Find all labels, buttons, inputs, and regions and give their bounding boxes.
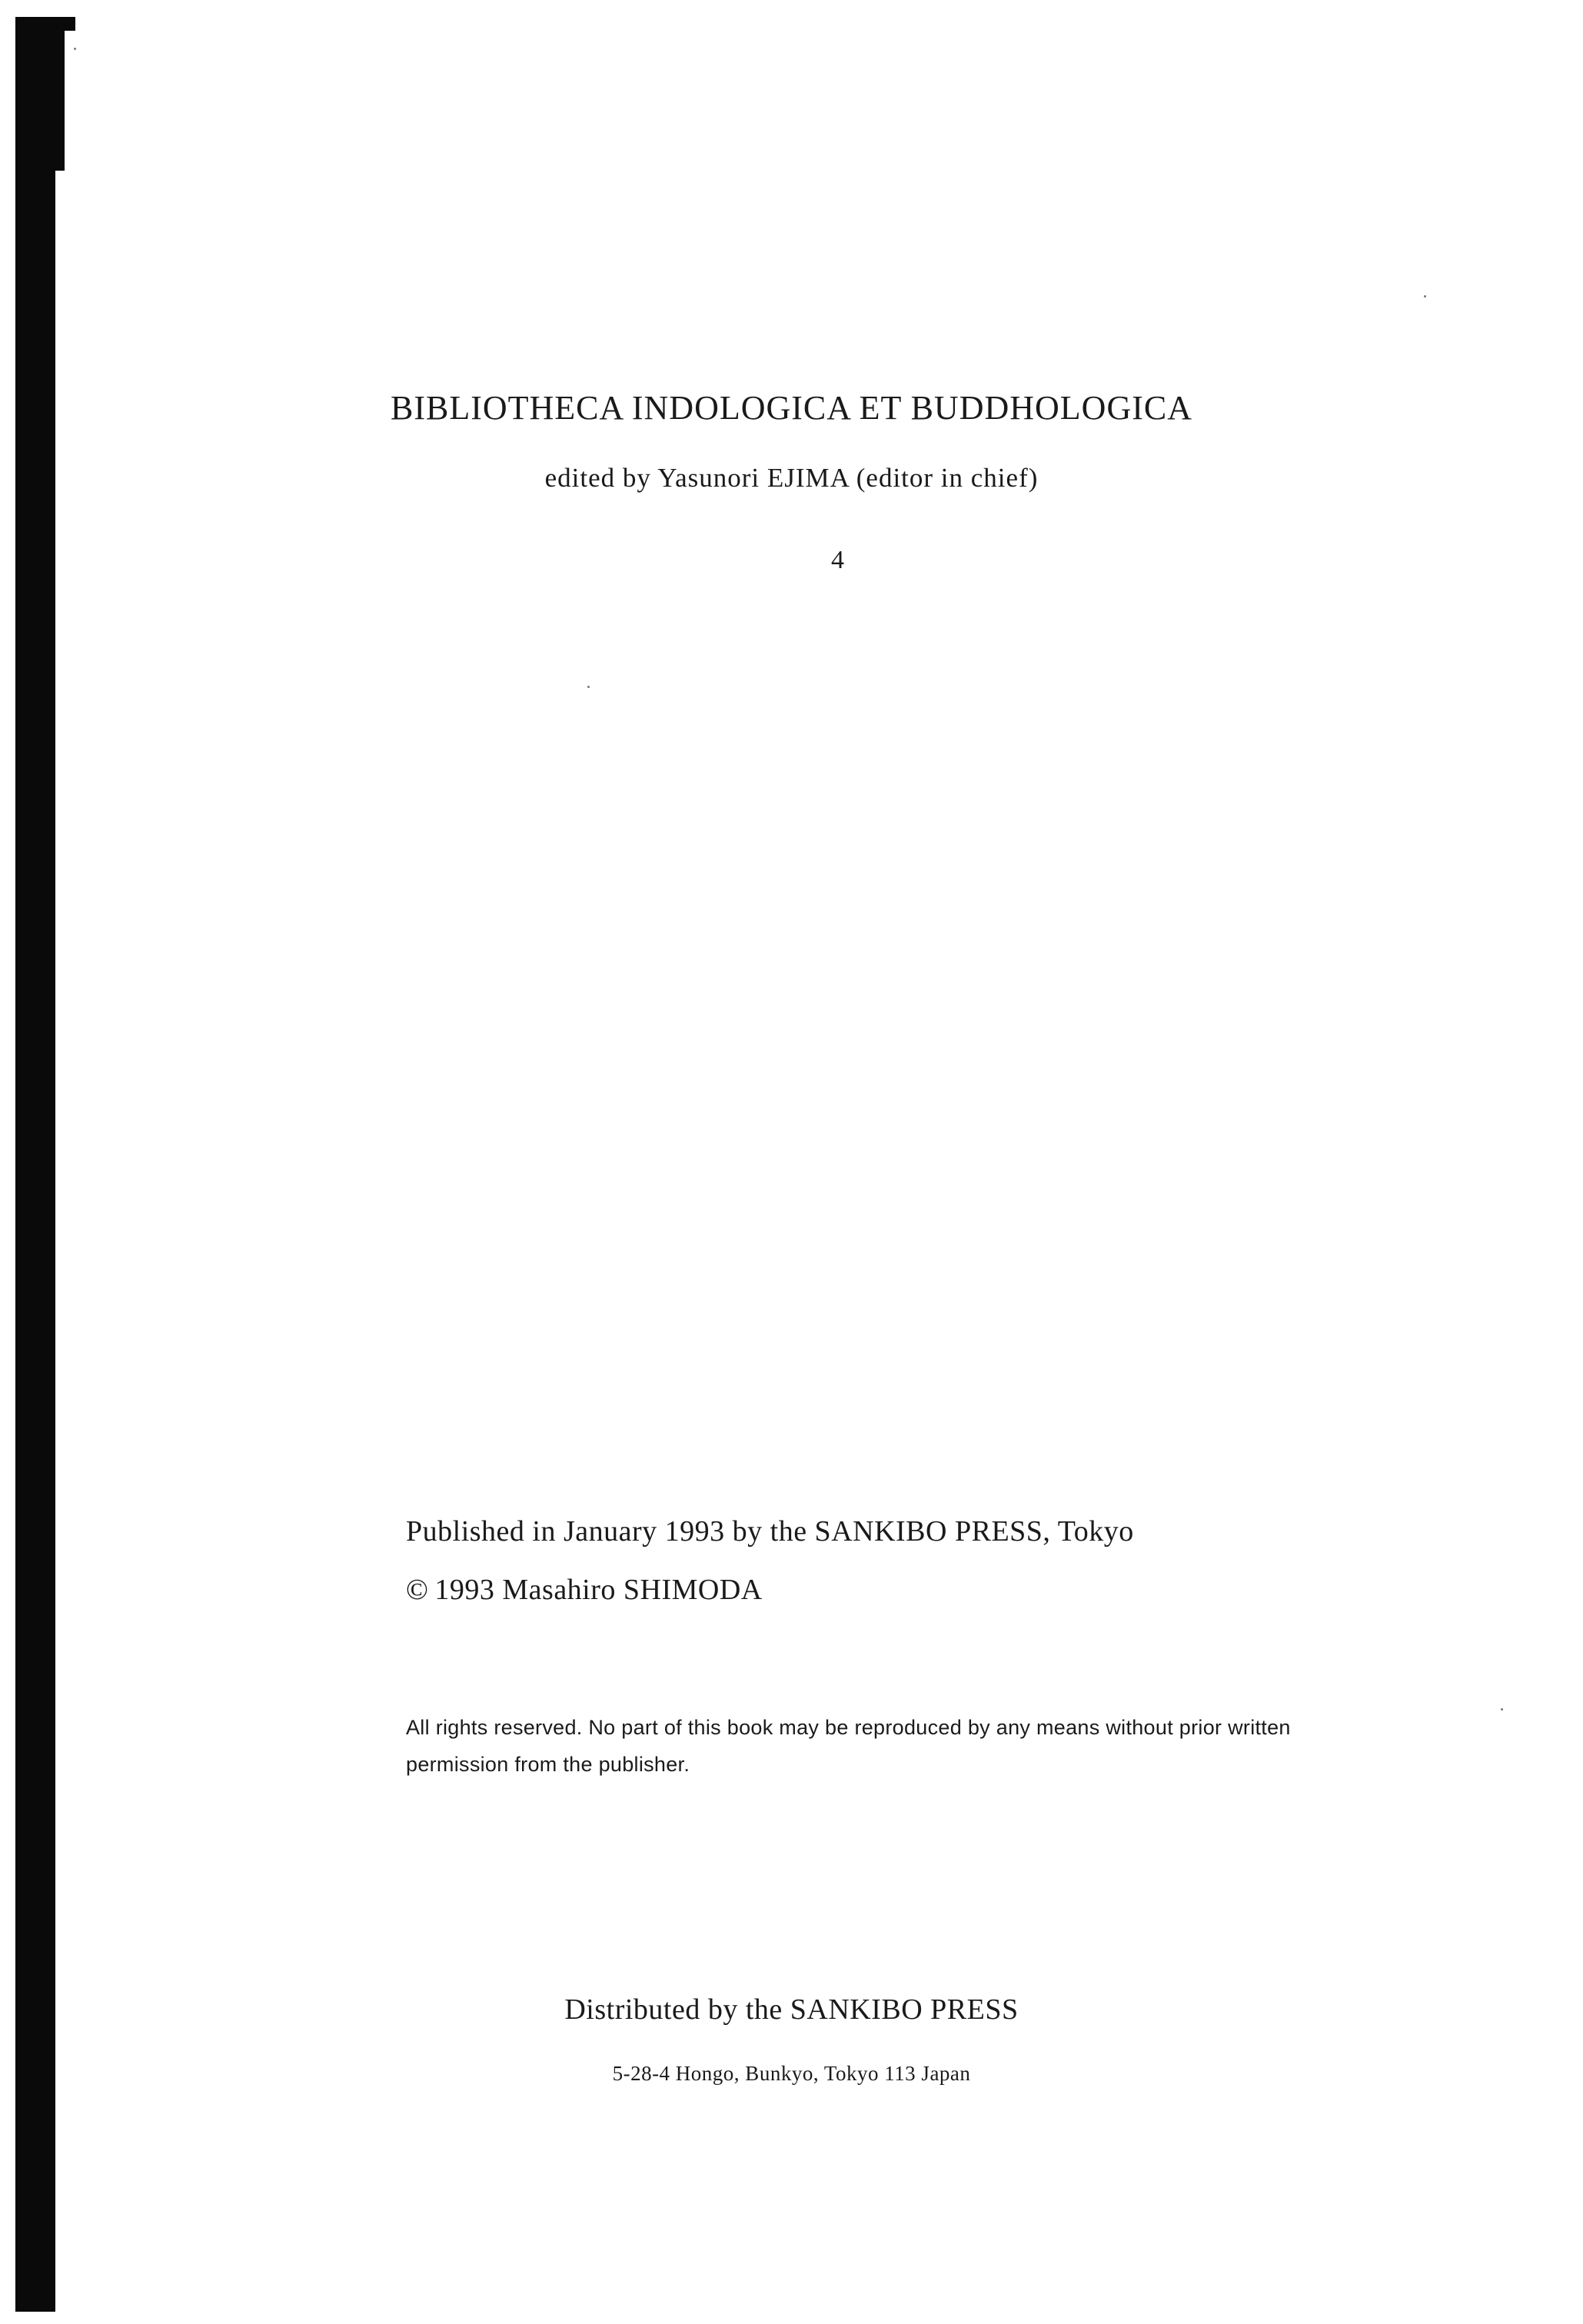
editor-line: edited by Yasunori EJIMA (editor in chief) (544, 463, 1039, 493)
scan-binding-top (15, 17, 65, 171)
published-line: Published in January 1993 by the SANKIBO PRESS, Tokyo (406, 1515, 1134, 1548)
scan-speck (1501, 1708, 1503, 1711)
copyright-line (406, 1573, 763, 1607)
rights-notice: All rights reserved. No part of this book may be reproduced by any means without prior written permission from the publisher. (406, 1716, 1291, 1776)
publisher-address: 5-28-4 Hongo, Bunkyo, Tokyo 113 Japan (612, 2062, 971, 2085)
copyright-symbol: © (406, 1574, 429, 1606)
copyright-text: 1993 Masahiro SHIMODA (434, 1574, 763, 1606)
series-title: BIBLIOTHECA INDOLOGICA ET BUDDHOLOGICA (390, 389, 1193, 427)
scan-binding-edge (15, 17, 55, 2312)
scan-speck (587, 686, 590, 688)
volume-number: 4 (831, 546, 844, 574)
scan-speck (1424, 295, 1426, 298)
scan-speck (74, 48, 76, 50)
distributed-line: Distributed by the SANKIBO PRESS (564, 1993, 1019, 2026)
